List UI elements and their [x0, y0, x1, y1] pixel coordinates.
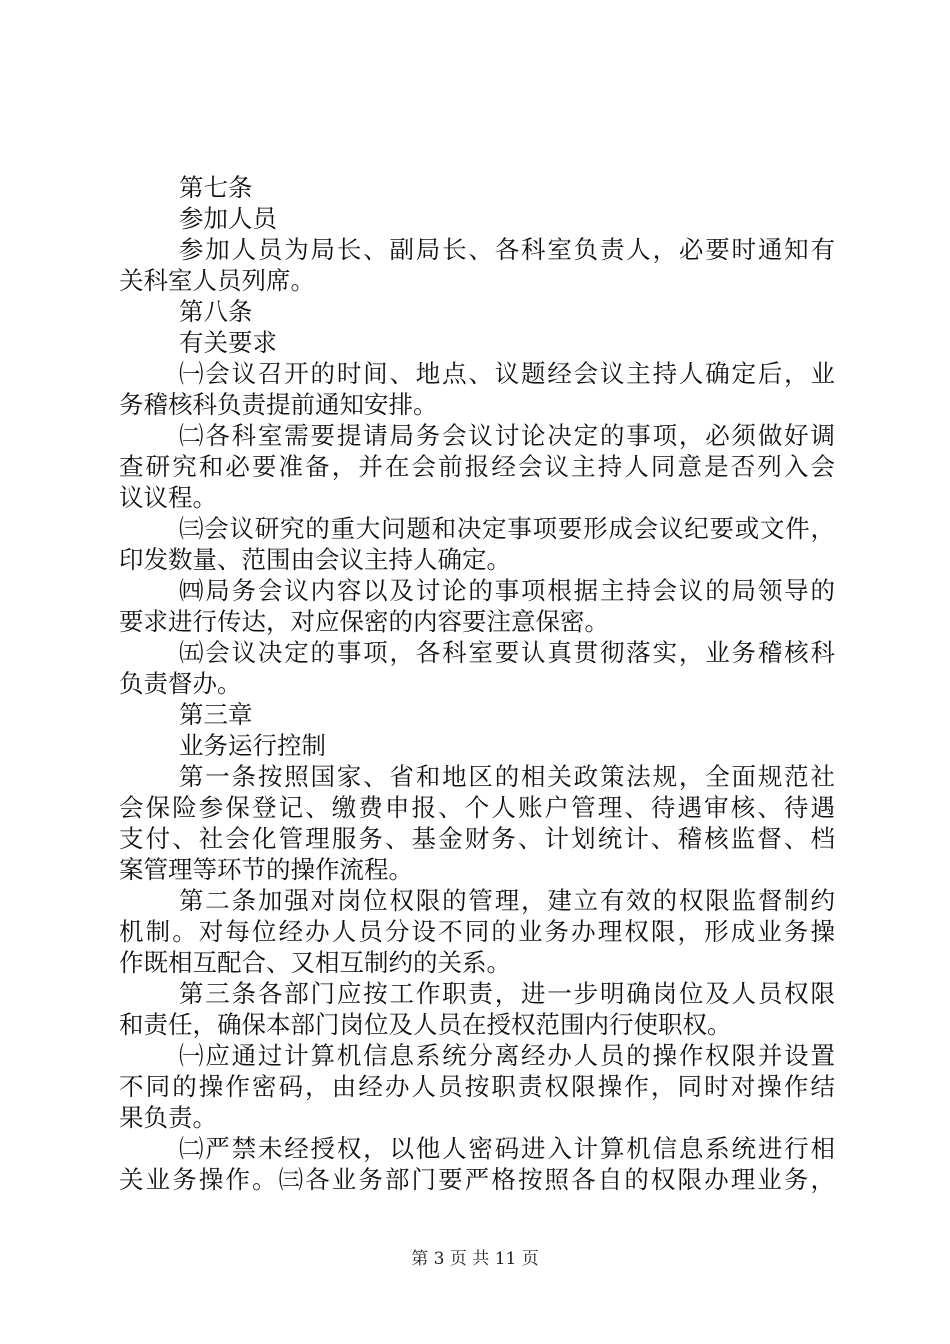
paragraph-line: 案管理等环节的操作流程。 [119, 855, 413, 884]
section-heading: 参加人员 [179, 204, 277, 233]
paragraph-line: ㈡严禁未经授权，以他人密码进入计算机信息系统进行相 [179, 1134, 835, 1163]
paragraph-line: 要求进行传达，对应保密的内容要注意保密。 [119, 607, 609, 636]
paragraph-line: 参加人员为局长、副局长、各科室负责人，必要时通知有 [179, 235, 835, 264]
paragraph-line: 第三条各部门应按工作职责，进一步明确岗位及人员权限 [179, 979, 835, 1008]
paragraph-line: 机制。对每位经办人员分设不同的业务办理权限，形成业务操 [119, 917, 835, 946]
paragraph-line: 和责任，确保本部门岗位及人员在授权范围内行使职权。 [119, 1010, 732, 1039]
paragraph-line: 务稽核科负责提前通知安排。 [119, 390, 438, 419]
section-heading: 有关要求 [179, 328, 277, 357]
paragraph-line: ㈣局务会议内容以及讨论的事项根据主持会议的局领导的 [179, 576, 835, 605]
paragraph-line: ㈡各科室需要提请局务会议讨论决定的事项，必须做好调 [179, 421, 835, 450]
paragraph-line: 作既相互配合、又相互制约的关系。 [119, 948, 511, 977]
section-heading: 业务运行控制 [179, 731, 326, 760]
paragraph-line: 第一条按照国家、省和地区的相关政策法规，全面规范社 [179, 762, 835, 791]
page-footer [0, 1244, 950, 1269]
chapter-heading: 第三章 [179, 700, 253, 729]
paragraph-line: 查研究和必要准备，并在会前报经会议主持人同意是否列入会 [119, 452, 835, 481]
paragraph-line: 会保险参保登记、缴费申报、个人账户管理、待遇审核、待遇 [119, 793, 835, 822]
paragraph-line: 议议程。 [119, 483, 217, 512]
article-heading: 第七条 [179, 173, 253, 202]
paragraph-line: ㈠应通过计算机信息系统分离经办人员的操作权限并设置 [179, 1041, 835, 1070]
paragraph-line: ㈤会议决定的事项，各科室要认真贯彻落实，业务稽核科 [179, 638, 835, 667]
paragraph-line: 关业务操作。㈢各业务部门要严格按照各自的权限办理业务， [119, 1165, 835, 1194]
paragraph-line: 负责督办。 [119, 669, 242, 698]
paragraph-line: 印发数量、范围由会议主持人确定。 [119, 545, 511, 574]
paragraph-line: 不同的操作密码，由经办人员按职责权限操作，同时对操作结 [119, 1072, 835, 1101]
paragraph-line: 支付、社会化管理服务、基金财务、计划统计、稽核监督、档 [119, 824, 835, 853]
paragraph-line: ㈢会议研究的重大问题和决定事项要形成会议纪要或文件， [179, 514, 835, 543]
article-heading: 第八条 [179, 297, 253, 326]
paragraph-line: 关科室人员列席。 [119, 266, 315, 295]
paragraph-line: 果负责。 [119, 1103, 217, 1132]
document-body [119, 172, 835, 1195]
page-number-label: 第 3 页 共 11 页 [411, 1249, 539, 1269]
paragraph-line: ㈠会议召开的时间、地点、议题经会议主持人确定后，业 [179, 359, 835, 388]
paragraph-line: 第二条加强对岗位权限的管理，建立有效的权限监督制约 [179, 886, 835, 915]
